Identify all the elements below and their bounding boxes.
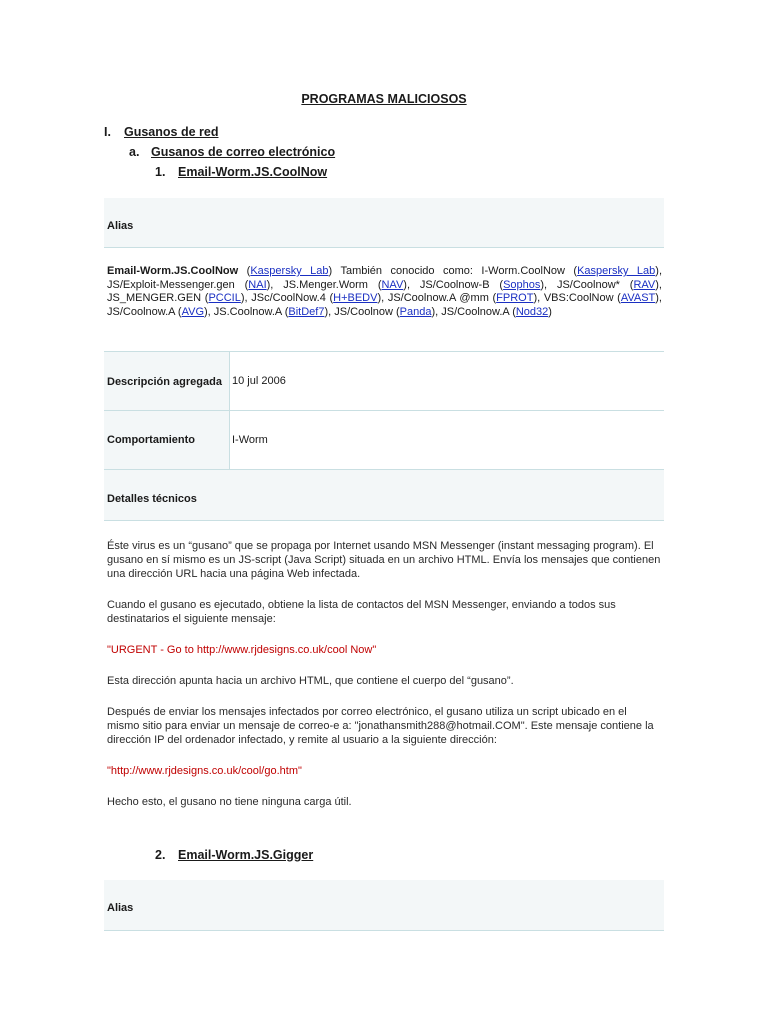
outline-item2 [155,848,313,862]
outline-item2-label: Email-Worm.JS.Gigger [178,848,314,862]
alias-text: ), JS/Coolnow.A ( [107,292,662,318]
outline-item2-number: 2. [155,848,166,862]
vendor-link[interactable]: NAI [248,278,267,291]
alias-header-row [104,198,664,247]
alias-header-row-2 [104,880,664,930]
alias-text: ), JS/Coolnow-B ( [403,278,504,291]
alias-text: ), JS/Coolnow.A ( [431,305,516,318]
vendor-link[interactable]: RAV [633,278,656,291]
alias-text: ), JS/Coolnow ( [324,305,400,318]
alias-text: ), JSc/CoolNow.4 ( [240,292,334,305]
alias-text: ), JS/Coolnow* ( [540,278,634,291]
divider [104,930,664,931]
vendor-link[interactable]: Panda [399,305,432,318]
alias-text: ) [548,305,552,318]
alias-label-2: Alias [107,902,134,914]
description-label: Descripción agregada [107,376,222,388]
behavior-value: I-Worm [232,434,268,446]
vendor-link[interactable]: BitDef7 [288,305,325,318]
paragraph-address: Esta dirección apunta hacia un archivo HTML, que contiene el cuerpo del “gusano”. [107,675,514,687]
divider [104,247,664,248]
alias-label: Alias [107,220,134,232]
vendor-link[interactable]: PCCIL [208,292,241,305]
paragraph-intro: Éste virus es un “gusano” que se propaga por Internet usando MSN Messenger (instant messaging program). El gusano en sí mismo es un JS-script (Java Script) situada en un archivo HTML. Envía los mensajes que contienen una dirección URL hacia una página Web infectada. [107,540,661,580]
alias-text: ), VBS:CoolNow ( [533,292,621,305]
alias-text: ), JS.Coolnow.A ( [204,305,289,318]
outline-level2 [129,145,335,159]
outline-item1 [155,165,327,179]
alias-text: ), JS.Menger.Worm ( [266,278,382,291]
page-title: PROGRAMAS MALICIOSOS [301,92,467,106]
behavior-label: Comportamiento [107,434,195,446]
outline-level1 [104,125,218,139]
outline-level1-number: I. [104,125,111,139]
alias-text: ( [238,265,251,277]
vendor-link[interactable]: FPROT [496,292,534,305]
vendor-link[interactable]: AVG [181,305,205,318]
alias-text: ), JS_MENGER.GEN ( [107,278,662,305]
alias-name: Email-Worm.JS.CoolNow [107,265,239,277]
vendor-link[interactable]: Nod32 [515,305,549,318]
paragraph-email: Después de enviar los mensajes infectados por correo electrónico, el gusano utiliza un script ubicado en el mismo sitio para enviar un mensaje de correo-e a: "jonathansmith288@hotmail.COM". Este mensaje contiene la dirección IP del ordenador infectado, y remite al usuario a la siguiente dirección: [107,706,654,746]
paragraph-execution: Cuando el gusano es ejecutado, obtiene la lista de contactos del MSN Messenger, enviando a todos sus destinatarios el siguiente mensaje: [107,599,616,625]
outline-level2-number: a. [129,145,140,159]
divider [104,520,664,521]
vendor-link[interactable]: Kaspersky Lab [577,265,656,277]
message-url: "URGENT - Go to http://www.rjdesigns.co.uk/cool Now" [107,644,377,656]
outline-level1-label: Gusanos de red [124,125,219,139]
vendor-link[interactable]: AVAST [620,292,656,305]
alias-text: ) También conocido como: I-Worm.CoolNow ( [328,265,578,277]
vendor-link[interactable]: Kaspersky Lab [250,265,329,277]
alias-list [107,265,662,319]
vendor-link[interactable]: H+BEDV [333,292,378,305]
description-value: 10 jul 2006 [232,375,286,387]
vendor-link[interactable]: NAV [381,278,404,291]
redirect-url: "http://www.rjdesigns.co.uk/cool/go.htm" [107,765,302,777]
vendor-link[interactable]: Sophos [503,278,541,291]
column-divider [229,352,230,470]
paragraph-payload: Hecho esto, el gusano no tiene ninguna carga útil. [107,796,352,808]
outline-level2-label: Gusanos de correo electrónico [151,145,336,159]
outline-item1-number: 1. [155,165,166,179]
alias-text: ), JS/Exploit-Messenger.gen ( [107,265,663,291]
tech-details-label: Detalles técnicos [107,493,197,505]
outline-item1-label: Email-Worm.JS.CoolNow [178,165,328,179]
alias-text: ), JS/Coolnow.A @mm ( [377,292,497,305]
